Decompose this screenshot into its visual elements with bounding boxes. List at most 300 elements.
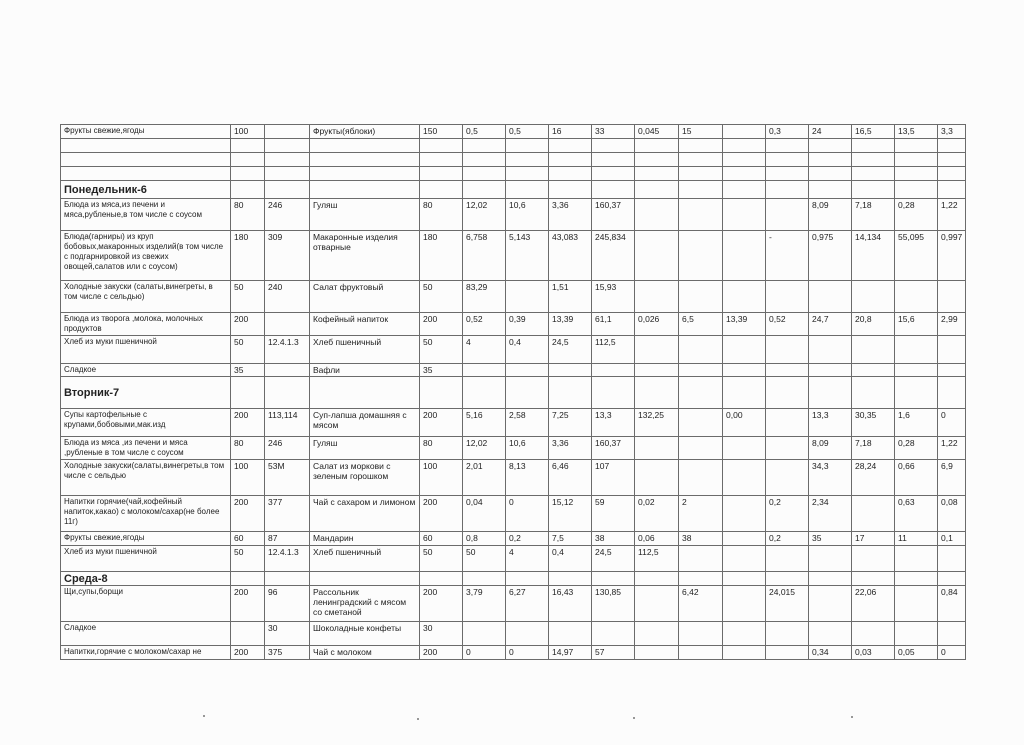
- scan-speck: [633, 717, 635, 719]
- table-row: [61, 496, 966, 532]
- table-cell: [895, 572, 938, 586]
- table-cell: 0,3: [766, 125, 809, 139]
- table-cell: 61,1: [592, 313, 635, 336]
- table-cell: 0,975: [809, 231, 852, 281]
- table-cell: [723, 437, 766, 460]
- table-cell: [463, 181, 506, 199]
- category-cell: Сладкое: [61, 364, 231, 377]
- table-cell: [506, 139, 549, 153]
- table-cell: [61, 167, 231, 181]
- table-cell: [310, 181, 420, 199]
- table-cell: [852, 139, 895, 153]
- table-cell: [635, 622, 679, 646]
- table-cell: [766, 364, 809, 377]
- table-cell: [420, 167, 463, 181]
- table-cell: [809, 377, 852, 409]
- table-cell: [679, 437, 723, 460]
- category-cell: Напитки,горячие с молоком/сахар не: [61, 646, 231, 660]
- table-cell: 200: [420, 496, 463, 532]
- table-cell: [679, 153, 723, 167]
- table-cell: [723, 336, 766, 364]
- table-cell: 377: [265, 496, 310, 532]
- dish-cell: Макаронные изделия отварные: [310, 231, 420, 281]
- table-cell: [895, 153, 938, 167]
- table-cell: 80: [231, 199, 265, 231]
- table-cell: [506, 622, 549, 646]
- table-cell: [895, 622, 938, 646]
- table-cell: [766, 199, 809, 231]
- table-cell: 246: [265, 437, 310, 460]
- blank-row: [61, 167, 966, 181]
- table-row: [61, 336, 966, 364]
- table-cell: [766, 646, 809, 660]
- day-header-row: [61, 181, 966, 199]
- table-cell: [895, 167, 938, 181]
- table-cell: [265, 313, 310, 336]
- table-cell: 112,5: [635, 546, 679, 572]
- category-cell: Блюда(гарниры) из круп бобовых,макаронных изделий(в том числе с подгарнировкой из свежих овощей,салатов или с соусом): [61, 231, 231, 281]
- table-cell: [852, 153, 895, 167]
- table-cell: [723, 546, 766, 572]
- day-header-row: [61, 572, 966, 586]
- table-cell: 50: [231, 336, 265, 364]
- table-cell: [231, 181, 265, 199]
- table-cell: [895, 139, 938, 153]
- table-cell: 50: [231, 281, 265, 313]
- table-cell: [61, 139, 231, 153]
- table-cell: 10,6: [506, 437, 549, 460]
- table-cell: 107: [592, 460, 635, 496]
- table-cell: [723, 532, 766, 546]
- table-cell: [592, 153, 635, 167]
- table-cell: [549, 139, 592, 153]
- table-cell: 7,18: [852, 437, 895, 460]
- table-cell: [938, 546, 966, 572]
- table-row: [61, 231, 966, 281]
- table-cell: [938, 364, 966, 377]
- table-cell: 6,27: [506, 586, 549, 622]
- table-cell: [635, 572, 679, 586]
- table-cell: 11: [895, 532, 938, 546]
- table-cell: 15: [679, 125, 723, 139]
- table-cell: [809, 622, 852, 646]
- table-cell: [506, 377, 549, 409]
- table-cell: 0,2: [506, 532, 549, 546]
- table-cell: [895, 546, 938, 572]
- table-cell: [723, 572, 766, 586]
- table-cell: 113,114: [265, 409, 310, 437]
- category-cell: Фрукты свежие,ягоды: [61, 532, 231, 546]
- table-cell: 60: [231, 532, 265, 546]
- table-cell: [895, 281, 938, 313]
- table-cell: [679, 460, 723, 496]
- table-cell: [679, 231, 723, 281]
- table-cell: [549, 181, 592, 199]
- table-cell: [723, 139, 766, 153]
- table-cell: 80: [231, 437, 265, 460]
- table-row: [61, 586, 966, 622]
- table-row: [61, 532, 966, 546]
- table-cell: [852, 377, 895, 409]
- table-cell: 112,5: [592, 336, 635, 364]
- table-cell: 0,2: [766, 496, 809, 532]
- table-cell: [635, 437, 679, 460]
- table-cell: [938, 167, 966, 181]
- table-cell: [635, 281, 679, 313]
- table-cell: 35: [809, 532, 852, 546]
- table-cell: [635, 139, 679, 153]
- table-cell: 6,758: [463, 231, 506, 281]
- table-cell: [723, 181, 766, 199]
- table-cell: [766, 546, 809, 572]
- table-cell: [592, 377, 635, 409]
- table-cell: [679, 167, 723, 181]
- table-cell: 0: [463, 646, 506, 660]
- table-cell: 0: [938, 409, 966, 437]
- scan-speck: [203, 715, 205, 717]
- table-row: [61, 199, 966, 231]
- table-cell: 55,095: [895, 231, 938, 281]
- table-cell: 35: [231, 364, 265, 377]
- table-cell: [679, 281, 723, 313]
- table-cell: [635, 231, 679, 281]
- table-cell: 12,02: [463, 199, 506, 231]
- table-cell: 0,06: [635, 532, 679, 546]
- table-cell: 0,66: [895, 460, 938, 496]
- table-cell: [938, 622, 966, 646]
- table-cell: [679, 377, 723, 409]
- table-cell: [766, 153, 809, 167]
- table-cell: [852, 181, 895, 199]
- category-cell: Блюда из творога ,молока, молочных продуктов: [61, 313, 231, 336]
- table-cell: 16,43: [549, 586, 592, 622]
- table-cell: [310, 139, 420, 153]
- dish-cell: Кофейный напиток: [310, 313, 420, 336]
- table-cell: [723, 364, 766, 377]
- table-row: [61, 364, 966, 377]
- table-cell: [265, 167, 310, 181]
- table-cell: 246: [265, 199, 310, 231]
- table-cell: 0,39: [506, 313, 549, 336]
- table-cell: [231, 139, 265, 153]
- table-cell: 59: [592, 496, 635, 532]
- table-cell: 8,13: [506, 460, 549, 496]
- table-cell: 4: [463, 336, 506, 364]
- table-cell: [852, 496, 895, 532]
- table-cell: 0,045: [635, 125, 679, 139]
- table-cell: [723, 586, 766, 622]
- table-cell: [723, 460, 766, 496]
- table-cell: 87: [265, 532, 310, 546]
- day-label: Понедельник-6: [61, 181, 231, 199]
- table-cell: [463, 167, 506, 181]
- table-cell: 0,5: [463, 125, 506, 139]
- table-cell: 0,1: [938, 532, 966, 546]
- table-cell: [766, 437, 809, 460]
- table-cell: 8,09: [809, 437, 852, 460]
- table-cell: -: [766, 231, 809, 281]
- table-cell: [420, 572, 463, 586]
- table-body: [61, 125, 966, 660]
- table-cell: [852, 622, 895, 646]
- table-cell: 1,22: [938, 437, 966, 460]
- table-cell: 100: [420, 460, 463, 496]
- dish-cell: Гуляш: [310, 437, 420, 460]
- table-cell: [265, 364, 310, 377]
- table-cell: [420, 139, 463, 153]
- table-cell: [635, 364, 679, 377]
- category-cell: Напитки горячие(чай,кофейный напиток,какао) с молоком/сахар(не более 11г): [61, 496, 231, 532]
- table-cell: 50: [463, 546, 506, 572]
- table-cell: [506, 181, 549, 199]
- table-cell: 200: [420, 646, 463, 660]
- table-cell: 15,6: [895, 313, 938, 336]
- table-cell: [723, 496, 766, 532]
- table-cell: [679, 199, 723, 231]
- table-cell: [809, 336, 852, 364]
- table-cell: [265, 377, 310, 409]
- table-cell: 50: [420, 281, 463, 313]
- table-row: [61, 125, 966, 139]
- table-cell: 3,3: [938, 125, 966, 139]
- dish-cell: Хлеб пшеничный: [310, 336, 420, 364]
- table-cell: 132,25: [635, 409, 679, 437]
- table-cell: [679, 364, 723, 377]
- table-row: [61, 622, 966, 646]
- table-cell: [766, 460, 809, 496]
- table-cell: 13,5: [895, 125, 938, 139]
- table-cell: 200: [231, 586, 265, 622]
- table-row: [61, 437, 966, 460]
- category-cell: Супы картофельные с крупами,бобовыми,мак.изд: [61, 409, 231, 437]
- table-cell: [809, 572, 852, 586]
- table-cell: 160,37: [592, 437, 635, 460]
- table-cell: 8,09: [809, 199, 852, 231]
- category-cell: Хлеб из муки пшеничной: [61, 336, 231, 364]
- table-cell: 16,5: [852, 125, 895, 139]
- table-cell: [766, 622, 809, 646]
- table-cell: [310, 377, 420, 409]
- table-cell: 6,5: [679, 313, 723, 336]
- table-cell: 3,36: [549, 199, 592, 231]
- table-cell: [723, 231, 766, 281]
- table-cell: 0,52: [766, 313, 809, 336]
- table-cell: 130,85: [592, 586, 635, 622]
- table-cell: [506, 167, 549, 181]
- dish-cell: Чай с сахаром и лимоном: [310, 496, 420, 532]
- dish-cell: Гуляш: [310, 199, 420, 231]
- table-cell: 5,16: [463, 409, 506, 437]
- category-cell: Блюда из мяса,из печени и мяса,рубленые,в том числе с соусом: [61, 199, 231, 231]
- table-cell: 0,8: [463, 532, 506, 546]
- table-cell: 24,015: [766, 586, 809, 622]
- table-cell: 0,997: [938, 231, 966, 281]
- table-cell: [463, 572, 506, 586]
- table-cell: 30: [265, 622, 310, 646]
- category-cell: Сладкое: [61, 622, 231, 646]
- table-row: [61, 646, 966, 660]
- table-cell: [809, 139, 852, 153]
- table-cell: [635, 153, 679, 167]
- table-cell: [265, 125, 310, 139]
- table-cell: 1,51: [549, 281, 592, 313]
- table-cell: [723, 167, 766, 181]
- table-cell: [938, 281, 966, 313]
- day-label: Вторник-7: [61, 377, 231, 409]
- table-cell: [895, 586, 938, 622]
- table-cell: 2,99: [938, 313, 966, 336]
- table-cell: [310, 167, 420, 181]
- table-cell: [766, 139, 809, 153]
- table-cell: 33: [592, 125, 635, 139]
- table-cell: [938, 181, 966, 199]
- table-cell: 6,9: [938, 460, 966, 496]
- table-cell: 0,00: [723, 409, 766, 437]
- table-cell: [420, 377, 463, 409]
- table-cell: [809, 167, 852, 181]
- table-cell: [231, 377, 265, 409]
- table-cell: [265, 181, 310, 199]
- table-cell: [809, 364, 852, 377]
- table-cell: [549, 364, 592, 377]
- table-cell: 3,36: [549, 437, 592, 460]
- table-cell: [592, 139, 635, 153]
- table-cell: [809, 546, 852, 572]
- table-cell: 200: [420, 313, 463, 336]
- dish-cell: Фрукты(яблоки): [310, 125, 420, 139]
- table-cell: 100: [231, 125, 265, 139]
- table-cell: [549, 167, 592, 181]
- table-cell: [506, 153, 549, 167]
- table-cell: 13,39: [549, 313, 592, 336]
- table-cell: 15,93: [592, 281, 635, 313]
- dish-cell: Салат из моркови с зеленым горошком: [310, 460, 420, 496]
- table-cell: [310, 153, 420, 167]
- table-cell: [635, 167, 679, 181]
- table-cell: [723, 281, 766, 313]
- table-cell: [723, 153, 766, 167]
- table-cell: [852, 364, 895, 377]
- table-cell: [420, 153, 463, 167]
- table-cell: [809, 153, 852, 167]
- table-cell: [723, 125, 766, 139]
- day-label: Среда-8: [61, 572, 231, 586]
- table-cell: [852, 281, 895, 313]
- table-cell: [938, 153, 966, 167]
- nutrition-table: [60, 124, 966, 660]
- table-cell: [463, 377, 506, 409]
- table-cell: 15,12: [549, 496, 592, 532]
- dish-cell: Шоколадные конфеты: [310, 622, 420, 646]
- table-cell: [679, 139, 723, 153]
- table-cell: [766, 281, 809, 313]
- table-cell: [679, 181, 723, 199]
- table-cell: [61, 153, 231, 167]
- table-cell: [549, 377, 592, 409]
- table-cell: [809, 586, 852, 622]
- table-cell: [635, 336, 679, 364]
- table-cell: [679, 546, 723, 572]
- table-cell: 0: [506, 646, 549, 660]
- table-cell: 4: [506, 546, 549, 572]
- table-cell: [265, 139, 310, 153]
- table-cell: [852, 546, 895, 572]
- dish-cell: Чай с молоком: [310, 646, 420, 660]
- table-cell: [592, 364, 635, 377]
- table-cell: [635, 460, 679, 496]
- table-cell: 0,05: [895, 646, 938, 660]
- table-cell: [938, 377, 966, 409]
- table-cell: [679, 622, 723, 646]
- table-cell: [938, 336, 966, 364]
- category-cell: Холодные закуски (салаты,винегреты, в том числе с сельдью): [61, 281, 231, 313]
- table-cell: 83,29: [463, 281, 506, 313]
- table-cell: [766, 167, 809, 181]
- table-row: [61, 546, 966, 572]
- table-cell: 0: [938, 646, 966, 660]
- table-cell: 0,5: [506, 125, 549, 139]
- table-cell: [809, 181, 852, 199]
- table-cell: 14,97: [549, 646, 592, 660]
- table-cell: 12.4.1.3: [265, 336, 310, 364]
- table-cell: 13,3: [592, 409, 635, 437]
- table-cell: [938, 139, 966, 153]
- table-cell: 38: [679, 532, 723, 546]
- table-cell: 96: [265, 586, 310, 622]
- table-cell: [635, 586, 679, 622]
- scan-speck: [417, 718, 419, 720]
- table-cell: [895, 181, 938, 199]
- table-cell: 80: [420, 437, 463, 460]
- table-cell: [592, 622, 635, 646]
- table-cell: 50: [420, 546, 463, 572]
- table-cell: [723, 646, 766, 660]
- category-cell: Хлеб из муки пшеничной: [61, 546, 231, 572]
- table-cell: [895, 364, 938, 377]
- table-cell: 24,5: [549, 336, 592, 364]
- table-cell: 35: [420, 364, 463, 377]
- table-cell: 13,39: [723, 313, 766, 336]
- table-cell: 2: [679, 496, 723, 532]
- table-cell: [723, 622, 766, 646]
- table-cell: [231, 167, 265, 181]
- table-cell: [852, 572, 895, 586]
- table-cell: 7,5: [549, 532, 592, 546]
- table-cell: 200: [231, 496, 265, 532]
- table-cell: 2,58: [506, 409, 549, 437]
- table-cell: 7,18: [852, 199, 895, 231]
- table-cell: [592, 572, 635, 586]
- table-cell: 1,6: [895, 409, 938, 437]
- table-cell: [506, 364, 549, 377]
- table-cell: 160,37: [592, 199, 635, 231]
- table-cell: [766, 572, 809, 586]
- table-cell: 375: [265, 646, 310, 660]
- table-row: [61, 281, 966, 313]
- table-cell: 0,04: [463, 496, 506, 532]
- table-cell: 0,4: [549, 546, 592, 572]
- table-cell: [679, 572, 723, 586]
- table-cell: 6,42: [679, 586, 723, 622]
- table-row: [61, 313, 966, 336]
- dish-cell: Мандарин: [310, 532, 420, 546]
- dish-cell: Вафли: [310, 364, 420, 377]
- table-cell: [723, 377, 766, 409]
- table-cell: 2,01: [463, 460, 506, 496]
- table-cell: 38: [592, 532, 635, 546]
- table-cell: 0: [506, 496, 549, 532]
- table-cell: [635, 199, 679, 231]
